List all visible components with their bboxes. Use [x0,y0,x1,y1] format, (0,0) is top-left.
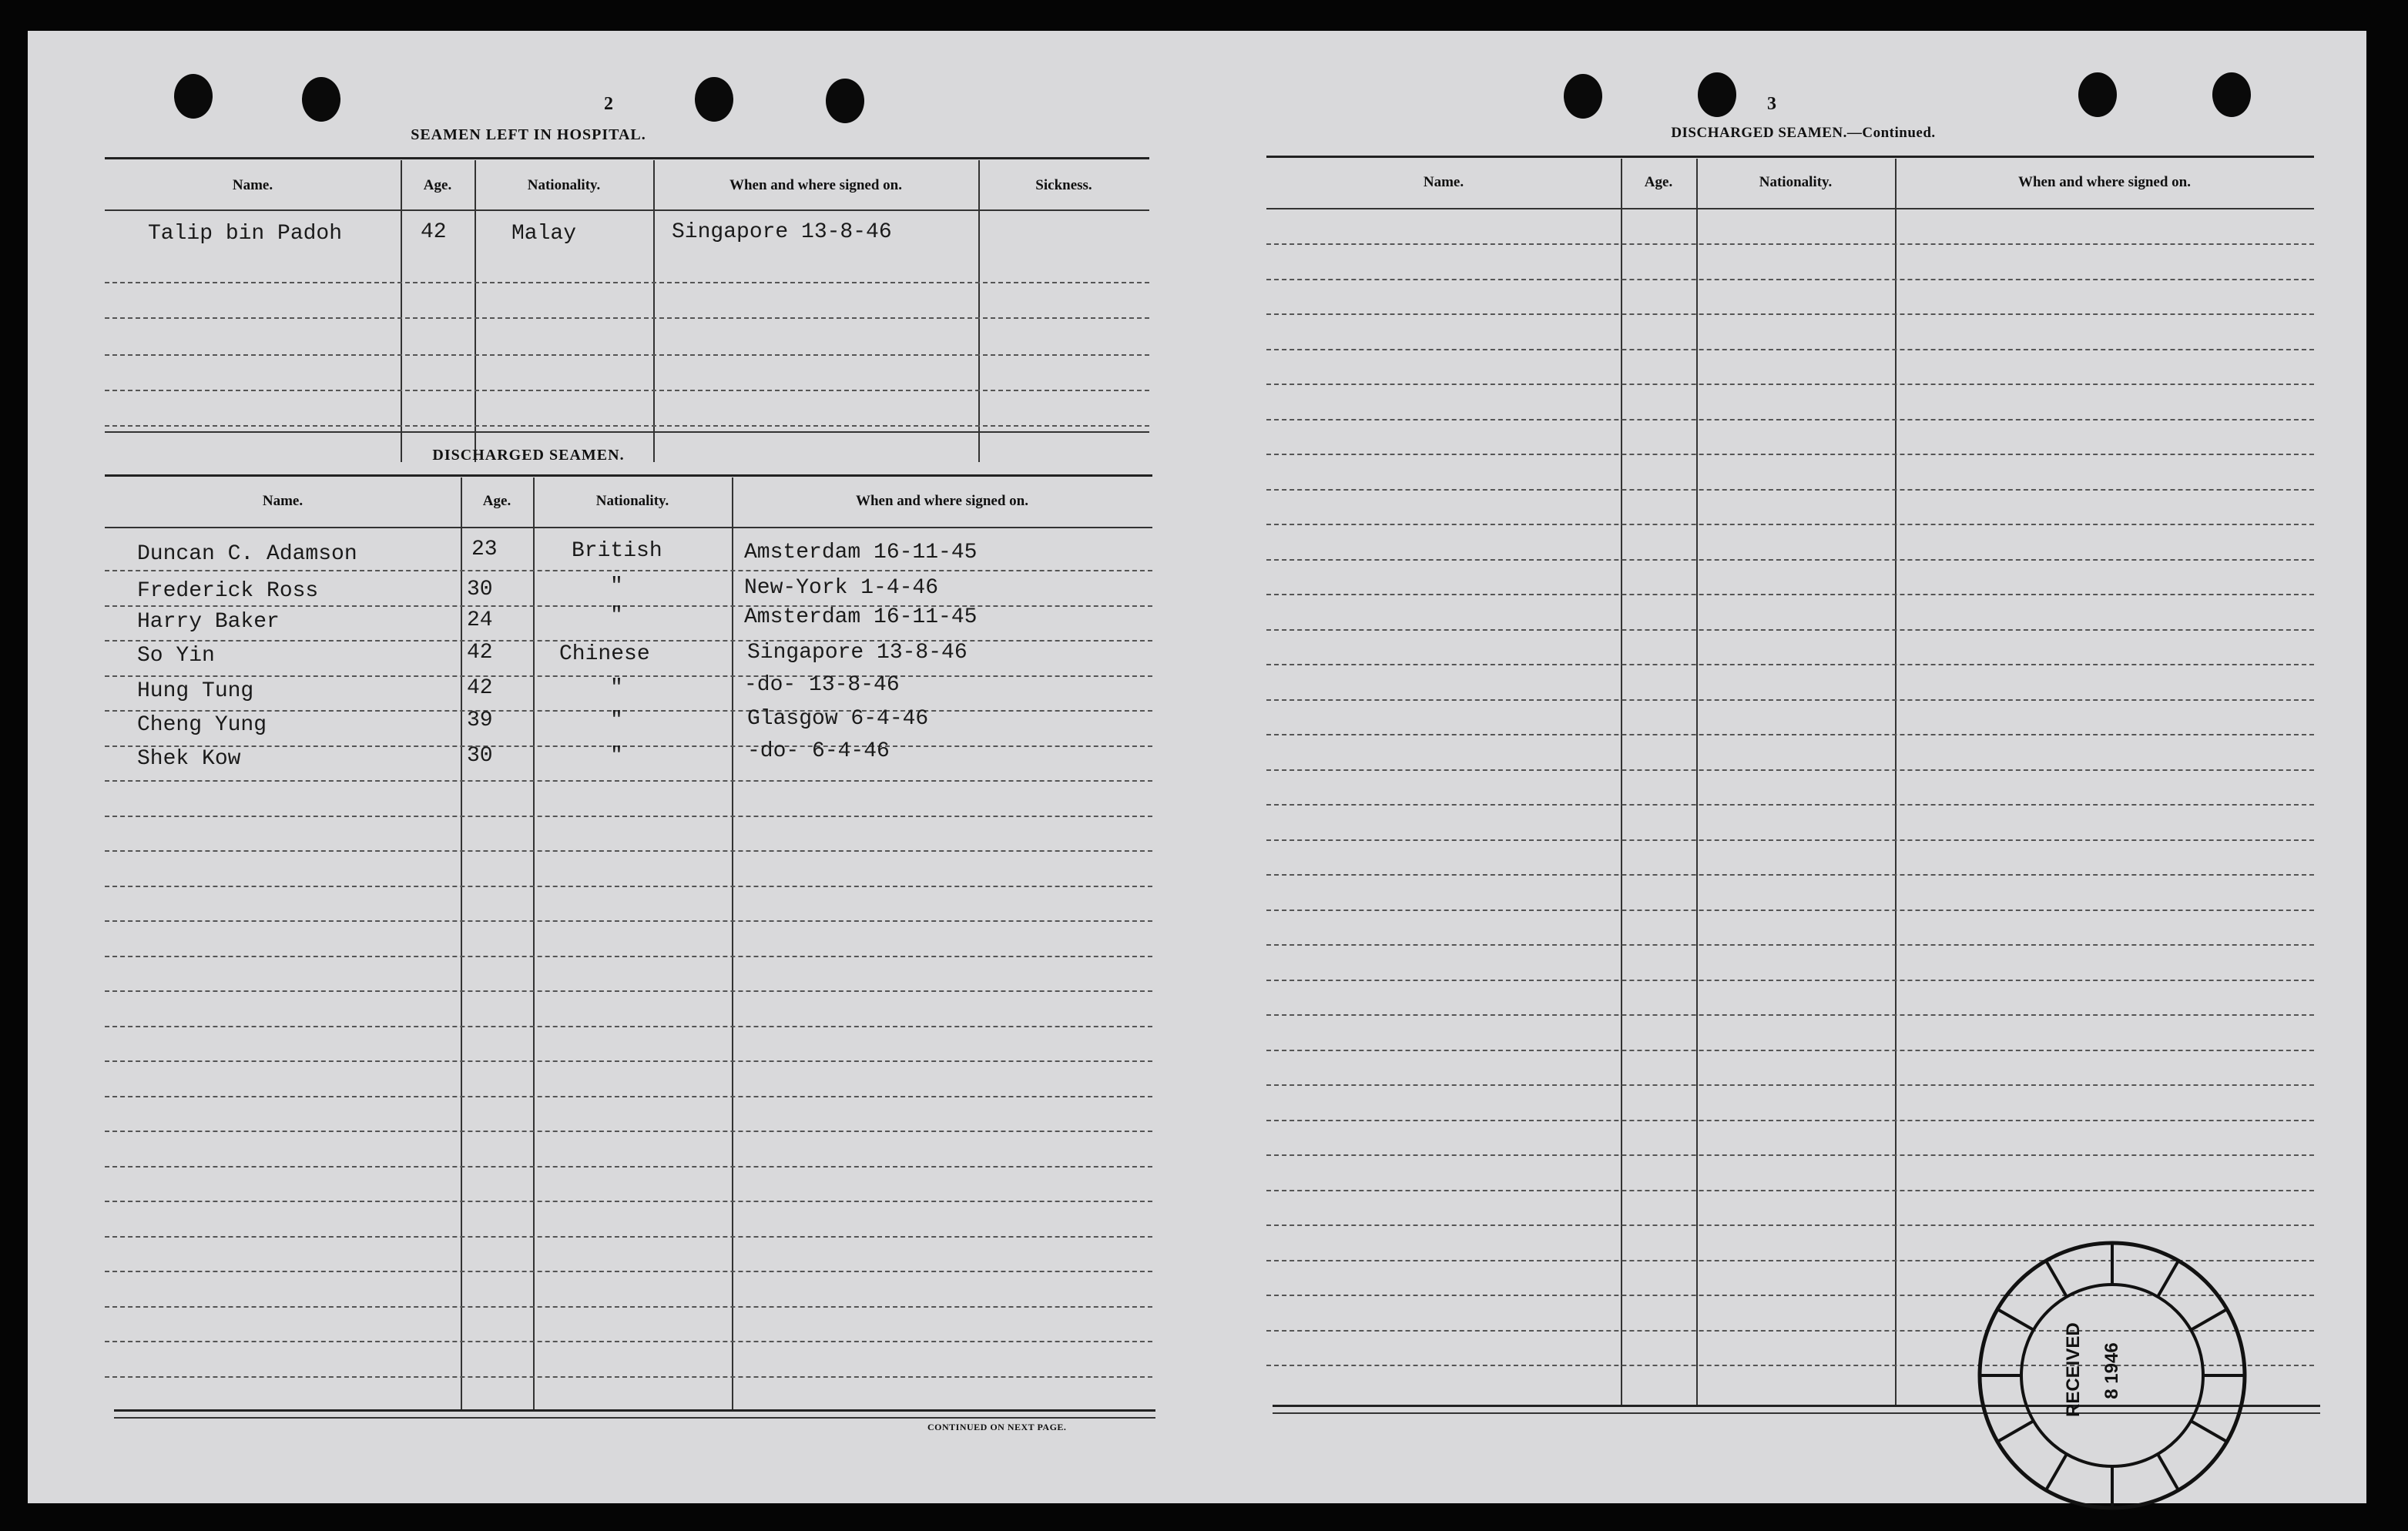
discharged-name-cell: Harry Baker [137,610,280,634]
ruled-line [1266,419,2314,420]
discharged-signed-on-cell: Glasgow 6-4-46 [747,707,929,731]
discharged-age-cell: 42 [467,676,493,700]
ruled-line [1266,1154,2314,1156]
discharged-age-cell: 30 [467,744,493,768]
ruled-line [105,640,1152,642]
discharged-nationality-cell: " [610,676,623,700]
punch-hole [826,79,864,123]
hospital-section-heading: SEAMEN LEFT IN HOSPITAL. [411,126,646,143]
punch-hole [1698,72,1736,117]
discharged-age-cell: 23 [471,538,498,561]
ruled-line [1266,279,2314,280]
ruled-line [105,1376,1152,1378]
punch-hole [695,77,733,122]
continued-col-nationality: Nationality. [1759,174,1833,190]
ruled-line [1266,524,2314,525]
discharged-nationality-cell: " [610,744,623,768]
ruled-line [105,605,1152,607]
ruled-line [1266,243,2314,245]
hospital-col-age: Age. [423,177,452,193]
hospital-col-sickness: Sickness. [1035,177,1092,193]
ruled-line [1266,1120,2314,1121]
hospital-col-signed-on: When and where signed on. [729,177,902,193]
ruled-line [105,1306,1152,1308]
ruled-line [1266,594,2314,595]
ruled-line [1266,910,2314,911]
ruled-line [1266,629,2314,631]
ruled-line [105,1060,1152,1062]
continued-col-age: Age. [1644,174,1673,190]
punch-hole [1564,74,1602,119]
ruled-line [105,920,1152,922]
discharged-col-signed-on: When and where signed on. [855,493,1028,509]
discharged-continued-heading: DISCHARGED SEAMEN.—Continued. [1671,125,1936,141]
discharged-col-nationality: Nationality. [595,493,669,509]
ruled-line [1266,734,2314,735]
ruled-line [1266,980,2314,981]
discharged-col-name: Name. [262,493,304,509]
discharged-nationality-cell: " [610,575,623,598]
discharged-signed-on-cell: Amsterdam 16-11-45 [744,605,978,629]
discharged-name-cell: Duncan C. Adamson [137,542,357,566]
ruled-line [1266,664,2314,665]
discharged-col-age: Age. [482,493,511,509]
discharged-signed-on-cell: Amsterdam 16-11-45 [744,541,978,564]
ruled-line [1266,874,2314,876]
punch-hole [174,74,213,119]
ruled-line [105,675,1152,677]
discharged-name-cell: Hung Tung [137,679,254,703]
ruled-line [105,1341,1152,1342]
discharged-name-cell: Cheng Yung [137,713,267,737]
stamp-date-text: 8 1946 [2101,1342,2122,1399]
punch-hole [302,77,340,122]
ruled-line [105,780,1152,782]
continued-footnote: CONTINUED ON NEXT PAGE. [927,1422,1067,1432]
ruled-line [105,956,1152,957]
punch-hole [2078,72,2117,117]
ruled-line [1266,1050,2314,1051]
discharged-age-cell: 24 [467,608,493,632]
ruled-line [1266,349,2314,350]
ruled-line [1266,699,2314,701]
discharged-signed-on-cell: Singapore 13-8-46 [747,641,968,665]
ruled-line [1266,384,2314,385]
discharged-age-cell: 39 [467,709,493,732]
ruled-line [105,816,1152,817]
discharged-nationality-cell: " [610,709,623,732]
ruled-line [105,570,1152,571]
discharged-signed-on-cell: -do- 13-8-46 [744,673,900,697]
ruled-line [1266,1224,2314,1226]
received-date-stamp [1974,1237,2251,1514]
ruled-line [105,1096,1152,1097]
ruled-line [1266,559,2314,561]
ruled-line [1266,804,2314,806]
punch-hole [2212,72,2251,117]
discharged-nationality-cell: Chinese [559,642,650,666]
hospital-name-cell: Talip bin Padoh [148,222,343,246]
hospital-col-name: Name. [232,177,273,193]
hospital-nationality-cell: Malay [511,222,577,246]
discharged-nationality-cell: British [572,539,662,563]
page-number: 2 [604,94,613,114]
ruled-line [1266,489,2314,491]
ruled-line [105,1166,1152,1168]
discharged-name-cell: So Yin [137,644,215,668]
discharged-name-cell: Shek Kow [137,747,241,771]
ruled-line [1266,944,2314,946]
hospital-signed-on-cell: Singapore 13-8-46 [672,220,892,244]
ruled-line [1266,1190,2314,1191]
ruled-line [105,886,1152,887]
ruled-line [105,1236,1152,1238]
ruled-line [1266,454,2314,455]
ruled-line [105,1026,1152,1027]
ruled-line [105,745,1152,747]
hospital-age-cell: 42 [421,220,447,244]
discharged-signed-on-cell: New-York 1-4-46 [744,576,939,600]
discharged-nationality-cell: " [610,604,623,628]
ruled-line [105,990,1152,992]
continued-col-name: Name. [1423,174,1464,190]
ruled-line [1266,1084,2314,1086]
ruled-line [105,1131,1152,1132]
ruled-line [1266,1014,2314,1016]
ruled-line [1266,839,2314,841]
discharged-section-heading: DISCHARGED SEAMEN. [432,447,625,464]
ruled-line [105,710,1152,712]
hospital-col-nationality: Nationality. [527,177,601,193]
ruled-line [1266,769,2314,771]
ruled-line [105,850,1152,852]
discharged-age-cell: 30 [467,578,493,601]
discharged-signed-on-cell: -do- 6-4-46 [747,739,890,763]
discharged-name-cell: Frederick Ross [137,579,319,603]
continued-col-signed-on: When and where signed on. [2017,174,2191,190]
ruled-line [1266,313,2314,315]
discharged-age-cell: 42 [467,641,493,665]
ruled-line [105,1271,1152,1272]
document-sheet [28,31,2366,1503]
ruled-line [105,1201,1152,1202]
stamp-received-text: RECEIVED [2063,1322,2084,1417]
page-number: 3 [1767,94,1776,114]
